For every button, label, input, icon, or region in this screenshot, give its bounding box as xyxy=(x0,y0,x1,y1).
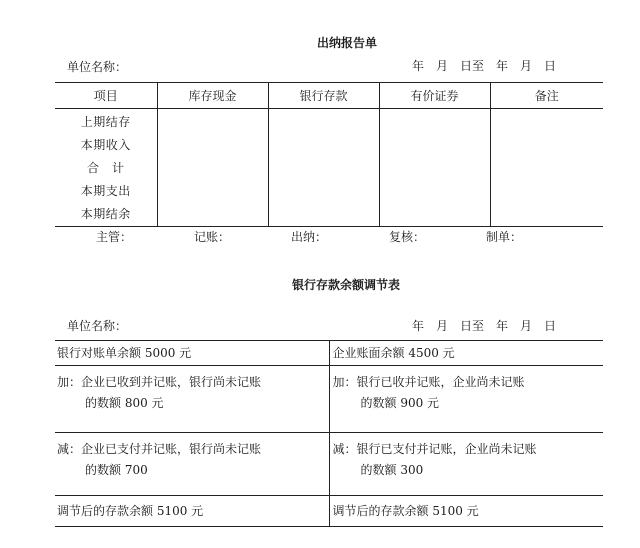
row-labels-cell xyxy=(55,109,157,227)
signature-cashier: 出纳： xyxy=(291,230,328,244)
reconciliation-title: 银行存款余额调节表 xyxy=(292,278,401,292)
reconciliation-unit-label: 单位名称： xyxy=(67,319,128,333)
column-header-bank-deposit: 银行存款 xyxy=(268,83,379,109)
row-label-current-balance: 本期结余 xyxy=(80,207,131,221)
table-row xyxy=(55,366,603,433)
left-sub-line1: 减：企业已支付并记账，银行尚未记账 xyxy=(57,442,262,456)
right-add-line2: 的数额 900 元 xyxy=(360,396,440,410)
cashier-report-table xyxy=(55,82,603,227)
right-add-cell xyxy=(329,366,603,433)
right-sub-line2: 的数额 300 xyxy=(360,463,424,477)
right-add-line1: 加：银行已收并记账，企业尚未记账 xyxy=(332,375,525,389)
securities-cell xyxy=(379,109,490,227)
bank-deposit-cell xyxy=(268,109,379,227)
row-label-current-expense: 本期支出 xyxy=(80,184,131,198)
right-subtract-cell xyxy=(329,433,603,496)
table-row xyxy=(55,496,603,527)
signature-supervisor: 主管： xyxy=(96,230,133,244)
left-add-cell xyxy=(55,366,329,433)
table-row xyxy=(55,341,603,366)
column-header-remarks: 备注 xyxy=(490,83,603,109)
row-label-current-income: 本期收入 xyxy=(80,138,131,152)
left-add-line1: 加：企业已收到并记账，银行尚未记账 xyxy=(57,375,262,389)
right-sub-line1: 减：银行已支付并记账，企业尚未记账 xyxy=(332,442,537,456)
report-date-range: 年 月 日至 年 月 日 xyxy=(412,59,557,73)
row-label-total: 合 计 xyxy=(86,161,125,175)
table-body-row xyxy=(55,109,603,227)
table-header-row xyxy=(55,83,603,109)
bank-statement-balance: 银行对账单余额 5000 元 xyxy=(55,341,329,366)
reconciliation-table xyxy=(55,340,603,527)
left-subtract-cell xyxy=(55,433,329,496)
reconciliation-date-range: 年 月 日至 年 月 日 xyxy=(412,319,557,333)
row-label-previous-balance: 上期结存 xyxy=(80,115,131,129)
column-header-cash: 库存现金 xyxy=(157,83,268,109)
table-row xyxy=(55,433,603,496)
left-sub-line2: 的数额 700 xyxy=(85,463,148,477)
cash-cell xyxy=(157,109,268,227)
signature-preparer: 制单： xyxy=(486,230,523,244)
book-balance: 企业账面余额 4500 元 xyxy=(329,341,603,366)
right-adjusted-balance: 调节后的存款余额 5100 元 xyxy=(329,496,603,527)
left-add-line2: 的数额 800 元 xyxy=(85,396,164,410)
remarks-cell xyxy=(490,109,603,227)
column-header-securities: 有价证券 xyxy=(379,83,490,109)
signature-bookkeeper: 记账： xyxy=(194,230,231,244)
signature-reviewer: 复核： xyxy=(389,230,426,244)
column-header-item: 项目 xyxy=(55,83,157,109)
left-adjusted-balance: 调节后的存款余额 5100 元 xyxy=(55,496,329,527)
report-title: 出纳报告单 xyxy=(317,36,378,50)
report-unit-label: 单位名称： xyxy=(67,60,128,74)
